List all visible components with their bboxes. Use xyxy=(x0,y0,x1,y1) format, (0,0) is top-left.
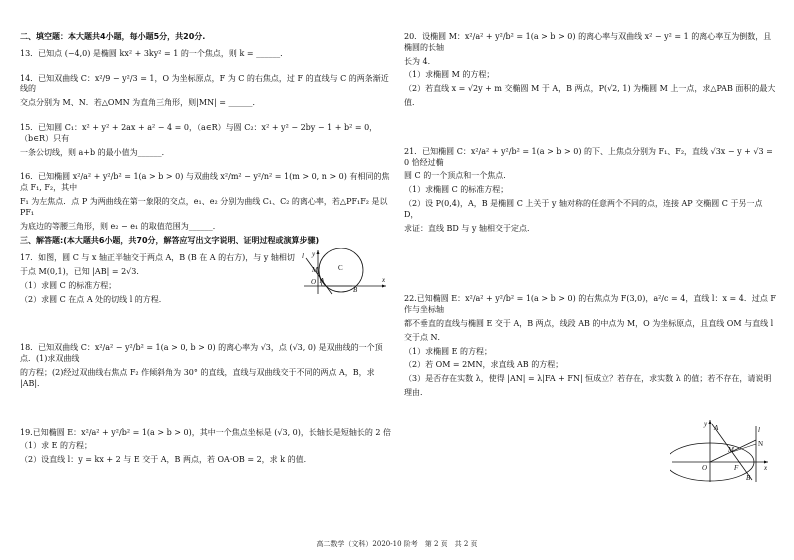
q14-line2: 交点分别为 M、N．若△OMN 为直角三角形，则|MN| = ______． xyxy=(20,98,261,108)
q21-part2-cont: 求证：直线 BD 与 y 轴相交于定点． xyxy=(404,223,535,233)
fig22-label-l: l xyxy=(758,426,760,434)
q20-line2: 长为 4． xyxy=(404,56,436,66)
fig17-label-a: A xyxy=(320,277,325,285)
q17-line1: 17．如图，圆 C 与 x 轴正半轴交于两点 A，B (B 在 A 的右方)，与 y 轴相切 xyxy=(20,253,295,263)
question-14 xyxy=(20,74,392,109)
q18-line2: 的方程；(2)经过双曲线右焦点 F₂ 作倾斜角为 30° 的直线，直线与双曲线交于不同的两点 A，B，求 |AB|． xyxy=(20,367,375,388)
q21-part2: （2）设 P(0,4)，A，B 是椭圆 C 上关于 y 轴对称的任意两个不同的点，连接 AP 交椭圆 C 于另一点 D， xyxy=(404,198,763,219)
q22-part2: （2）若 OM = 2MN，求直线 AB 的方程； xyxy=(404,360,564,370)
q17-part2: （2）求圆 C 在点 A 处的切线 l 的方程． xyxy=(20,294,167,304)
q19-line1: 19.已知椭圆 E：x²/a² + y²/b² = 1(a > b > 0)，其中一个焦点坐标是 (√3, 0)，长轴长是短轴长的 2 倍 xyxy=(20,427,392,437)
q20-part2: （2）若直线 x = √2y + m 交椭圆 M 于 A，B 两点，P(√2, 1) 为椭圆 M 上一点，求△PAB 面积的最大 xyxy=(404,84,776,94)
section3-header: 三、解答题:(本大题共6小题，共70分，解答应写出文字说明、证明过程或演算步骤) xyxy=(20,236,320,246)
question-19 xyxy=(20,428,392,466)
q20-part1: （1）求椭圆 M 的方程； xyxy=(404,70,495,80)
q20-line1: 20．设椭圆 M：x²/a² + y²/b² = 1(a > b > 0) 的离心率与双曲线 x² − y² = 1 的离心率互为倒数，且椭圆的长轴 xyxy=(404,32,772,52)
q18-line1: 18．已知双曲线 C：x²/a² − y²/b² = 1(a > 0, b > 0) 的离心率为 √3，点 (√3, 0) 是双曲线的一个顶点．(1)求双曲线 xyxy=(20,343,383,364)
q22-line3: 交于点 N． xyxy=(404,332,446,342)
q22-part1: （1）求椭圆 E 的方程； xyxy=(404,346,493,356)
fig22-label-x: x xyxy=(764,464,768,472)
fig22-label-f: F xyxy=(734,464,739,472)
q22-ellipse-figure xyxy=(670,418,772,484)
page-footer: 高二数学（文科）2020-10 阶考 第 2 页 共 2 页 xyxy=(316,540,478,548)
q16-line3: 为底边的等腰三角形，则 e₂ − e₁ 的取值范围为______． xyxy=(20,221,221,231)
q19-part1: （1）求 E 的方程； xyxy=(20,441,93,451)
q17-line2: 于点 M(0,1)，已知 |AB| = 2√3． xyxy=(20,266,145,276)
question-18 xyxy=(20,343,392,389)
q22-part3: （3）是否存在实数 λ，使得 |AN| = λ|FA + FN| 恒成立？若存在，求实数 λ 的值；若不存在，请说明 xyxy=(404,374,772,384)
fig22-label-n: N xyxy=(758,440,764,448)
fig17-label-y: y xyxy=(312,250,316,258)
question-22 xyxy=(404,294,776,398)
q21-line1: 21．已知椭圆 C：x²/a² + y²/b² = 1(a > b > 0) 的下、上焦点分别为 F₁、F₂，直线 √3x − y + √3 = 0 恰经过椭 xyxy=(404,146,773,167)
fig17-label-x: x xyxy=(382,276,386,284)
q19-part2: （2）设直线 l：y = kx + 2 与 E 交于 A，B 两点，若 OA·OB = 2，求 k 的值． xyxy=(20,455,312,465)
q22-line2: 都不垂直的直线与椭圆 E 交于 A，B 两点，线段 AB 的中点为 M，O 为坐标原点，且直线 OM 与直线 l xyxy=(404,318,774,328)
section2-header: 二、填空题：本大题共4小题，每小题5分，共20分. xyxy=(20,32,206,41)
question-20 xyxy=(404,32,776,109)
fig17-label-b: B xyxy=(353,286,358,294)
question-21 xyxy=(404,147,776,235)
q15-line2: 一条公切线，则 a+b 的最小值为______． xyxy=(20,147,170,157)
question-17 xyxy=(20,253,300,305)
question-15 xyxy=(20,123,392,158)
q21-line2: 圆 C 的一个顶点和一个焦点． xyxy=(404,171,512,181)
fig22-label-y: y xyxy=(704,420,708,428)
q17-circle-figure xyxy=(298,248,390,296)
q21-part1: （1）求椭圆 C 的标准方程； xyxy=(404,185,509,195)
q16-line1: 16．已知椭圆 x²/a² + y²/b² = 1(a > b > 0) 与双曲线 x²/m² − y²/n² = 1(m > 0, n > 0) 有相同的焦点 F₁, F₂，其中 xyxy=(20,172,390,193)
fig22-label-m: M xyxy=(728,446,734,454)
question-16 xyxy=(20,172,392,232)
q17-part1: （1）求圆 C 的标准方程； xyxy=(20,280,117,290)
q16-line2: F₁ 为左焦点．点 P 为两曲线在第一象限的交点，e₁、e₂ 分别为曲线 C₁、C₂ 的离心率，若△PF₁F₂ 是以 PF₁ xyxy=(20,196,388,217)
q20-part2-cont: 值． xyxy=(404,97,420,107)
q14-line1: 14．已知双曲线 C：x²/9 − y²/3 = 1，O 为坐标原点，F 为 C 的右焦点，过 F 的直线与 C 的两条渐近线的 xyxy=(20,73,389,94)
q22-line1: 22.已知椭圆 E：x²/a² + y²/b² = 1(a > b > 0) 的右焦点为 F(3,0)，a²/c = 4，直线 l：x = 4．过点 F 作与坐标轴 xyxy=(404,294,776,315)
question-13 xyxy=(20,49,392,60)
q15-line1: 15．已知圆 C₁：x² + y² + 2ax + a² − 4 = 0，（a∈R）与圆 C₂：x² + y² − 2by − 1 + b² = 0，（b∈R）只有 xyxy=(20,122,378,143)
fig17-label-c: C xyxy=(338,264,343,272)
fig17-label-m: M xyxy=(312,266,318,274)
q22-part3-cont: 理由． xyxy=(404,387,428,397)
fig22-label-o: O xyxy=(702,464,708,472)
q13-text: 13．已知点 (−4,0) 是椭圆 kx² + 3ky² = 1 的一个焦点，则 k = ______． xyxy=(20,48,289,58)
fig17-label-l: l xyxy=(302,252,304,260)
right-column xyxy=(404,32,776,403)
fig22-label-a: A xyxy=(714,424,719,432)
fig17-label-o: O xyxy=(311,278,317,286)
fig22-label-b: B xyxy=(746,474,751,482)
